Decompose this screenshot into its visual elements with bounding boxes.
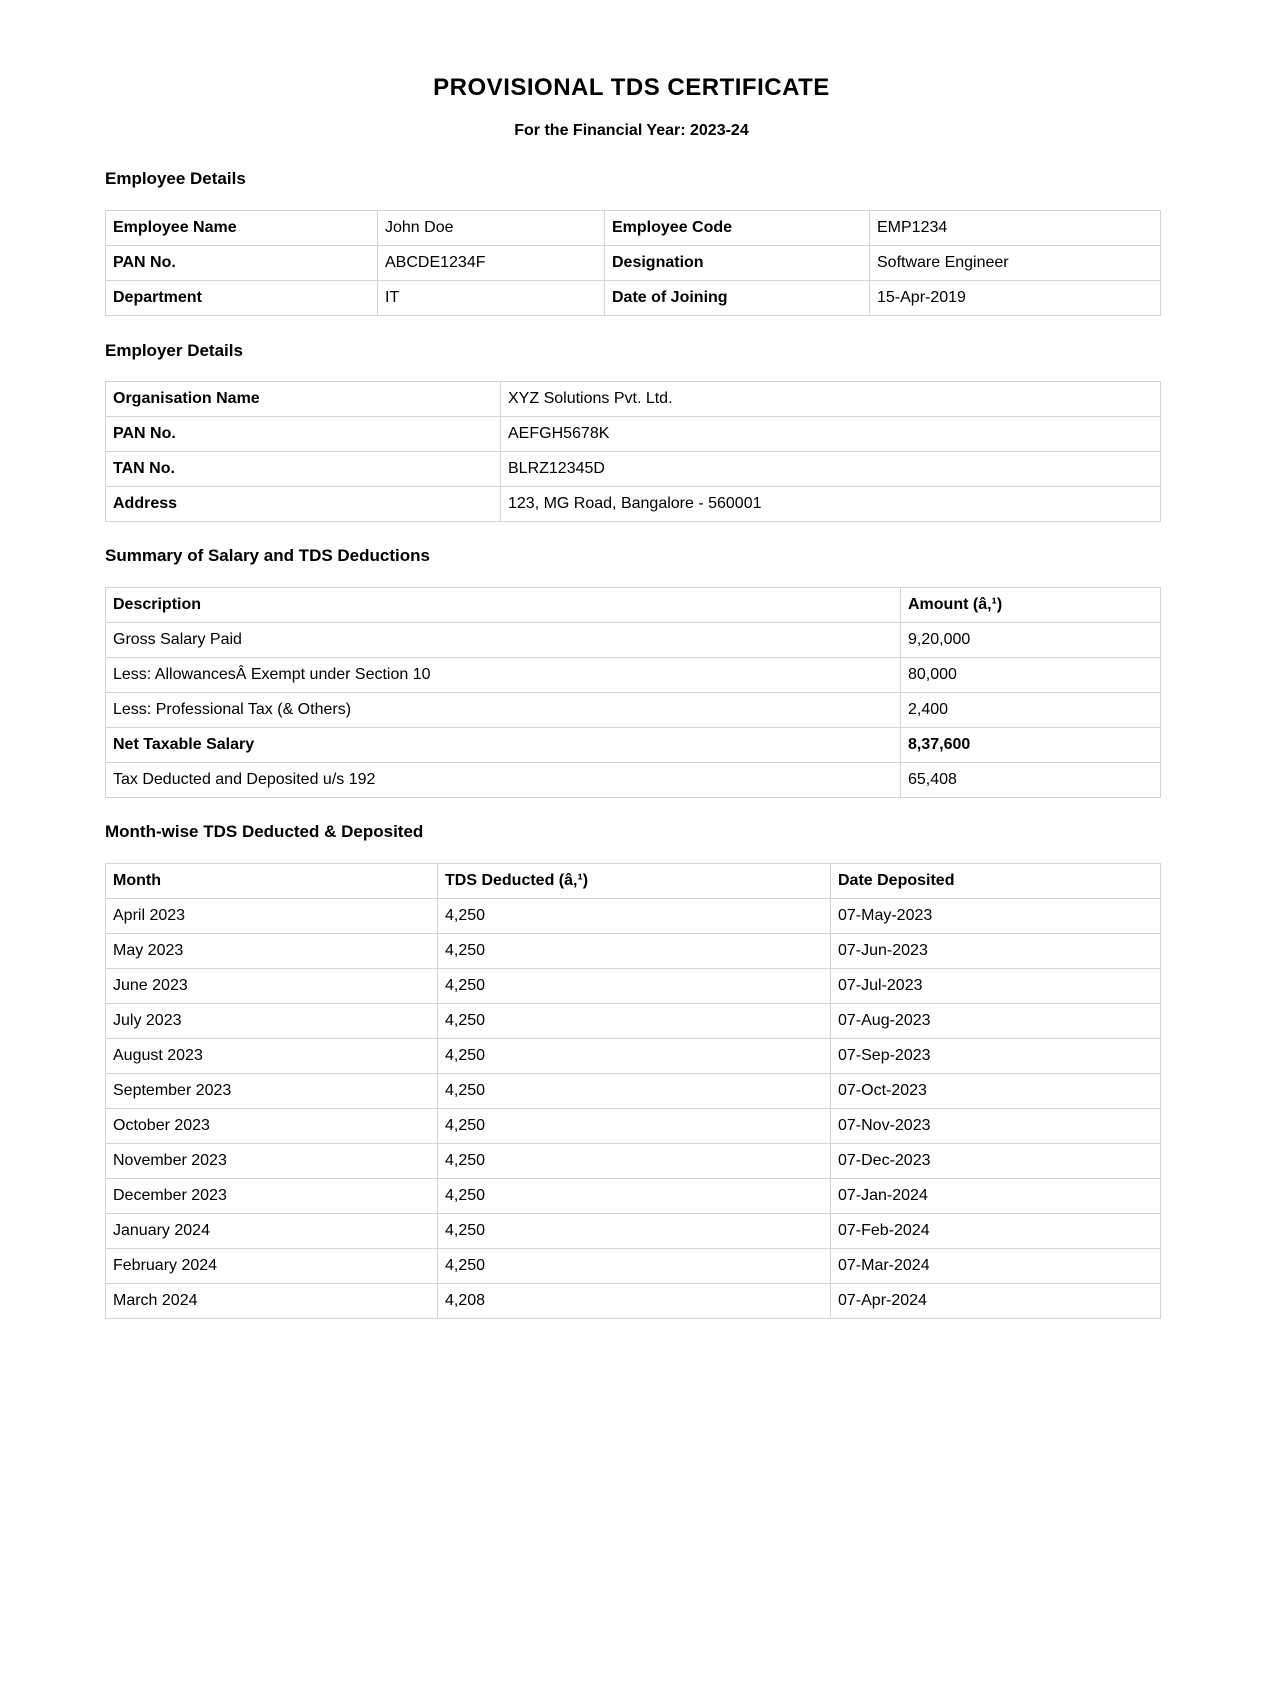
date-cell: 07-Dec-2023: [831, 1144, 1161, 1179]
summary-table: [105, 587, 1161, 798]
summary-description: Less: AllowancesÂ Exempt under Section 10: [106, 658, 901, 693]
employer-pan-label: PAN No.: [106, 417, 501, 452]
tds-cell: 4,208: [438, 1284, 831, 1319]
department-label: Department: [106, 281, 378, 316]
tds-cell: 4,250: [438, 1004, 831, 1039]
date-cell: 07-Oct-2023: [831, 1074, 1161, 1109]
table-row: [106, 452, 1161, 487]
monthly-tds-table: [105, 863, 1161, 1319]
designation-label: Designation: [605, 246, 870, 281]
tds-cell: 4,250: [438, 934, 831, 969]
date-cell: 07-Aug-2023: [831, 1004, 1161, 1039]
table-row: [106, 417, 1161, 452]
address-value: 123, MG Road, Bangalore - 560001: [501, 487, 1161, 522]
month-cell: June 2023: [106, 969, 438, 1004]
net-taxable-row: [106, 728, 1161, 763]
description-column-header: Description: [106, 588, 901, 623]
summary-amount: 2,400: [901, 693, 1161, 728]
organisation-name-label: Organisation Name: [106, 382, 501, 417]
tds-cell: 4,250: [438, 899, 831, 934]
table-row: [106, 281, 1161, 316]
tds-cell: 4,250: [438, 1144, 831, 1179]
summary-description: Tax Deducted and Deposited u/s 192: [106, 763, 901, 798]
monthly-tds-heading: Month-wise TDS Deducted & Deposited: [105, 822, 424, 841]
table-row: [106, 1074, 1161, 1109]
month-cell: January 2024: [106, 1214, 438, 1249]
table-row: [106, 246, 1161, 281]
date-cell: 07-Sep-2023: [831, 1039, 1161, 1074]
document-title: PROVISIONAL TDS CERTIFICATE: [433, 74, 830, 101]
table-row: [106, 899, 1161, 934]
organisation-name-value: XYZ Solutions Pvt. Ltd.: [501, 382, 1161, 417]
month-cell: May 2023: [106, 934, 438, 969]
table-row: [106, 658, 1161, 693]
table-row: [106, 1039, 1161, 1074]
tds-column-header: TDS Deducted (â‚¹): [438, 864, 831, 899]
table-row: [106, 211, 1161, 246]
tds-cell: 4,250: [438, 1179, 831, 1214]
employee-details-heading: Employee Details: [105, 169, 246, 188]
table-row: [106, 1214, 1161, 1249]
table-row: [106, 1249, 1161, 1284]
table-row: [106, 1144, 1161, 1179]
department-value: IT: [378, 281, 605, 316]
date-cell: 07-Feb-2024: [831, 1214, 1161, 1249]
month-cell: July 2023: [106, 1004, 438, 1039]
table-row: [106, 487, 1161, 522]
summary-description: Less: Professional Tax (& Others): [106, 693, 901, 728]
date-of-joining-value: 15-Apr-2019: [870, 281, 1161, 316]
date-cell: 07-Jun-2023: [831, 934, 1161, 969]
month-column-header: Month: [106, 864, 438, 899]
month-cell: February 2024: [106, 1249, 438, 1284]
employee-code-value: EMP1234: [870, 211, 1161, 246]
employer-details-table: [105, 381, 1161, 522]
date-cell: 07-Jul-2023: [831, 969, 1161, 1004]
employee-details-table: [105, 210, 1161, 316]
date-cell: 07-Nov-2023: [831, 1109, 1161, 1144]
month-cell: September 2023: [106, 1074, 438, 1109]
employee-pan-label: PAN No.: [106, 246, 378, 281]
summary-amount: 9,20,000: [901, 623, 1161, 658]
tds-cell: 4,250: [438, 1074, 831, 1109]
date-cell: 07-Apr-2024: [831, 1284, 1161, 1319]
tds-cell: 4,250: [438, 1214, 831, 1249]
summary-amount: 65,408: [901, 763, 1161, 798]
table-row: [106, 934, 1161, 969]
employee-name-label: Employee Name: [106, 211, 378, 246]
amount-column-header: Amount (â‚¹): [901, 588, 1161, 623]
tan-label: TAN No.: [106, 452, 501, 487]
employee-name-value: John Doe: [378, 211, 605, 246]
summary-description: Gross Salary Paid: [106, 623, 901, 658]
table-row: [106, 763, 1161, 798]
table-row: [106, 623, 1161, 658]
table-row: [106, 969, 1161, 1004]
table-row: [106, 693, 1161, 728]
month-cell: November 2023: [106, 1144, 438, 1179]
table-row: [106, 382, 1161, 417]
date-column-header: Date Deposited: [831, 864, 1161, 899]
date-cell: 07-May-2023: [831, 899, 1161, 934]
table-row: [106, 1284, 1161, 1319]
date-cell: 07-Mar-2024: [831, 1249, 1161, 1284]
tds-cell: 4,250: [438, 969, 831, 1004]
month-cell: April 2023: [106, 899, 438, 934]
financial-year-subtitle: For the Financial Year: 2023-24: [514, 122, 749, 139]
designation-value: Software Engineer: [870, 246, 1161, 281]
month-cell: October 2023: [106, 1109, 438, 1144]
table-row: [106, 1179, 1161, 1214]
month-cell: August 2023: [106, 1039, 438, 1074]
summary-heading: Summary of Salary and TDS Deductions: [105, 546, 430, 565]
employer-pan-value: AEFGH5678K: [501, 417, 1161, 452]
tds-cell: 4,250: [438, 1249, 831, 1284]
date-cell: 07-Jan-2024: [831, 1179, 1161, 1214]
tds-cell: 4,250: [438, 1109, 831, 1144]
month-cell: December 2023: [106, 1179, 438, 1214]
date-of-joining-label: Date of Joining: [605, 281, 870, 316]
month-cell: March 2024: [106, 1284, 438, 1319]
employee-pan-value: ABCDE1234F: [378, 246, 605, 281]
summary-description: Net Taxable Salary: [106, 728, 901, 763]
table-header-row: [106, 588, 1161, 623]
table-row: [106, 1004, 1161, 1039]
tds-cell: 4,250: [438, 1039, 831, 1074]
tan-value: BLRZ12345D: [501, 452, 1161, 487]
employee-code-label: Employee Code: [605, 211, 870, 246]
summary-amount: 80,000: [901, 658, 1161, 693]
monthly-table-viewport: [105, 863, 1161, 1309]
summary-amount: 8,37,600: [901, 728, 1161, 763]
address-label: Address: [106, 487, 501, 522]
table-header-row: [106, 864, 1161, 899]
employer-details-heading: Employer Details: [105, 341, 243, 360]
table-row: [106, 1109, 1161, 1144]
